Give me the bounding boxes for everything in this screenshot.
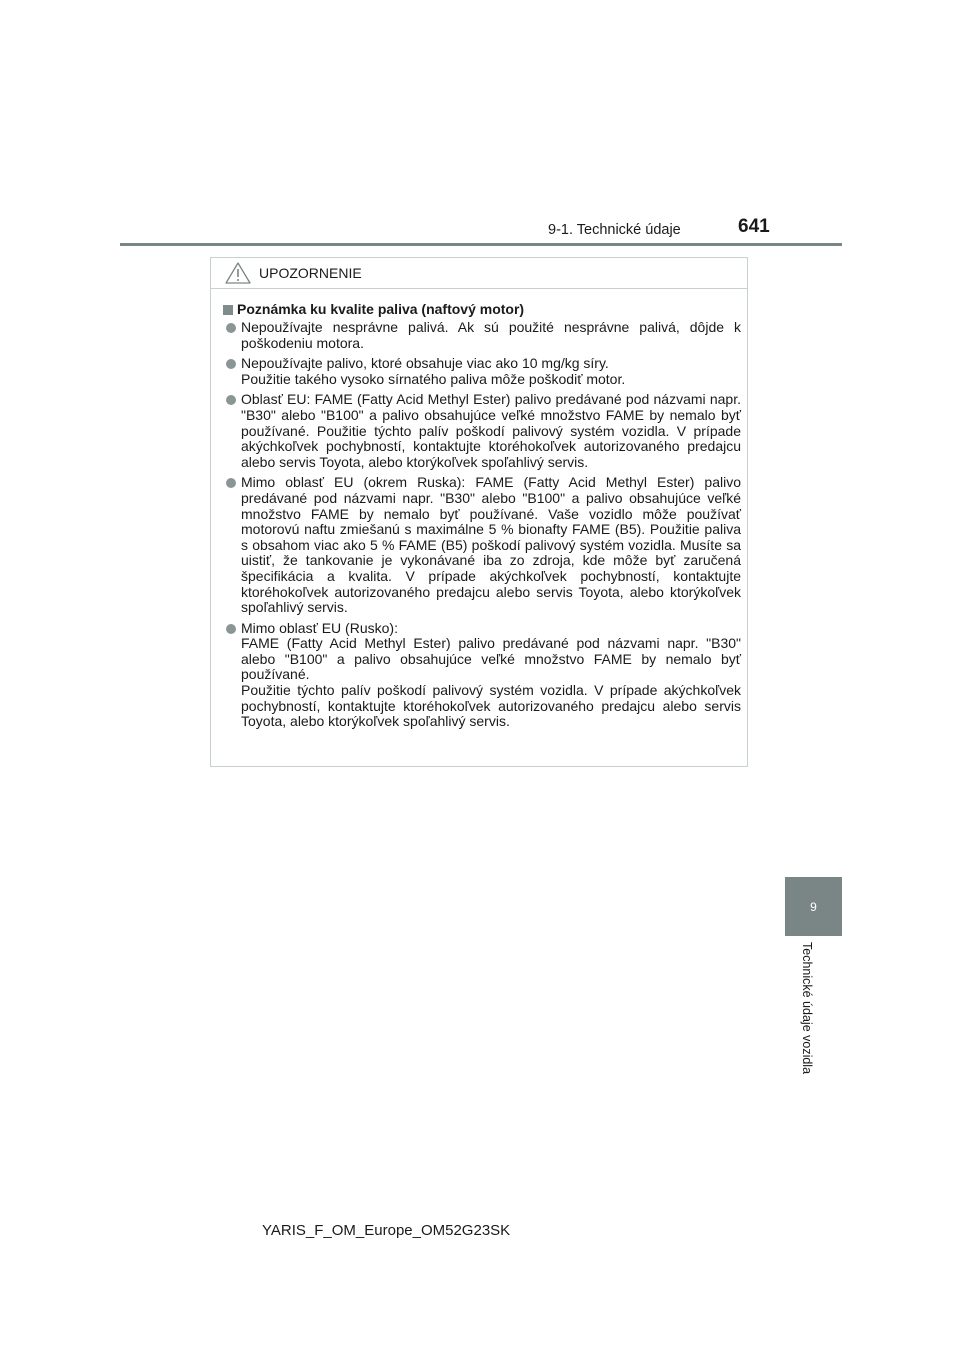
chapter-number: 9 <box>810 899 817 914</box>
caution-bullet <box>223 475 741 615</box>
caution-bullet <box>223 320 741 351</box>
header-rule <box>120 243 842 246</box>
caution-bullet <box>223 621 741 730</box>
caution-bullet <box>223 356 741 387</box>
bullet-list <box>223 320 741 730</box>
bullet-text: Oblasť EU: FAME (Fatty Acid Methyl Ester) palivo predávané pod názvami napr. "B30" alebo "B100" a palivo obsahujúce veľké množstvo FAME by nemalo byť používané. Použitie týchto palív poškodí palivový systém vozidla. V prípade akýchkoľvek pochybností, kontaktujte ktoréhokoľvek autorizovaného predajcu alebo servis Toyota, alebo ktorýkoľvek spoľahlivý servis. <box>241 391 741 470</box>
bullet-dot-icon <box>226 624 236 634</box>
caution-body <box>211 289 747 730</box>
bullet-text: Nepoužívajte palivo, ktoré obsahuje viac ako 10 mg/kg síry. <box>241 355 609 372</box>
caution-header <box>211 258 747 289</box>
caution-bullet <box>223 392 741 470</box>
caution-box <box>210 257 748 767</box>
caution-label: UPOZORNENIE <box>259 265 362 281</box>
bullet-text: Použitie týchto palív poškodí palivový systém vozidla. V prípade akýchkoľvek pochybností, kontaktujte ktoréhokoľvek autorizovaného predajcu alebo servis Toyota, alebo ktorýkoľvek spoľahlivý servis. <box>241 682 741 730</box>
chapter-title: Technické údaje vozidla <box>800 942 814 1075</box>
section-heading <box>223 301 741 318</box>
bullet-text: Nepoužívajte nesprávne palivá. Ak sú použité nesprávne palivá, dôjde k poškodeniu motora. <box>241 319 741 351</box>
chapter-tab <box>785 877 842 936</box>
bullet-text: FAME (Fatty Acid Methyl Ester) palivo predávané pod názvami napr. "B30" alebo "B100" a palivo obsahujúce veľké množstvo FAME by nemalo byť používané. <box>241 635 741 683</box>
bullet-dot-icon <box>226 478 236 488</box>
header-section-title: 9-1. Technické údaje <box>548 222 681 238</box>
section-heading-text: Poznámka ku kvalite paliva (naftový motor) <box>237 301 525 317</box>
page-number: 641 <box>738 216 770 237</box>
square-bullet-icon <box>223 305 233 315</box>
bullet-dot-icon <box>226 323 236 333</box>
bullet-dot-icon <box>226 359 236 369</box>
footer-document-id: YARIS_F_OM_Europe_OM52G23SK <box>262 1222 511 1239</box>
bullet-dot-icon <box>226 395 236 405</box>
bullet-text: Mimo oblasť EU (Rusko): <box>241 619 398 636</box>
warning-triangle-icon <box>225 262 251 284</box>
bullet-text: Použitie takého vysoko sírnatého paliva môže poškodiť motor. <box>241 370 626 387</box>
bullet-text: Mimo oblasť EU (okrem Ruska): FAME (Fatty Acid Methyl Ester) palivo predávané pod názvami napr. "B30" alebo "B100" a palivo obsahujúce veľké množstvo FAME by nemalo byť používané. Vaše vozidlo môže používať motorovú naftu zmiešanú s maximálne 5 % bionafty FAME (B5). Použitie paliva s obsahom viac ako 5 % FAME (B5) poškodí palivový systém vozidla. Musíte sa uistiť, že tankovanie je vykonávané iba zo zdroja, kde môže byť zaručená špecifikácia a kvalita. V prípade akýchkoľvek pochybností, kontaktujte ktoréhokoľvek autorizovaného predajcu alebo servis Toyota, alebo ktorýkoľvek spoľahlivý servis. <box>241 474 741 616</box>
